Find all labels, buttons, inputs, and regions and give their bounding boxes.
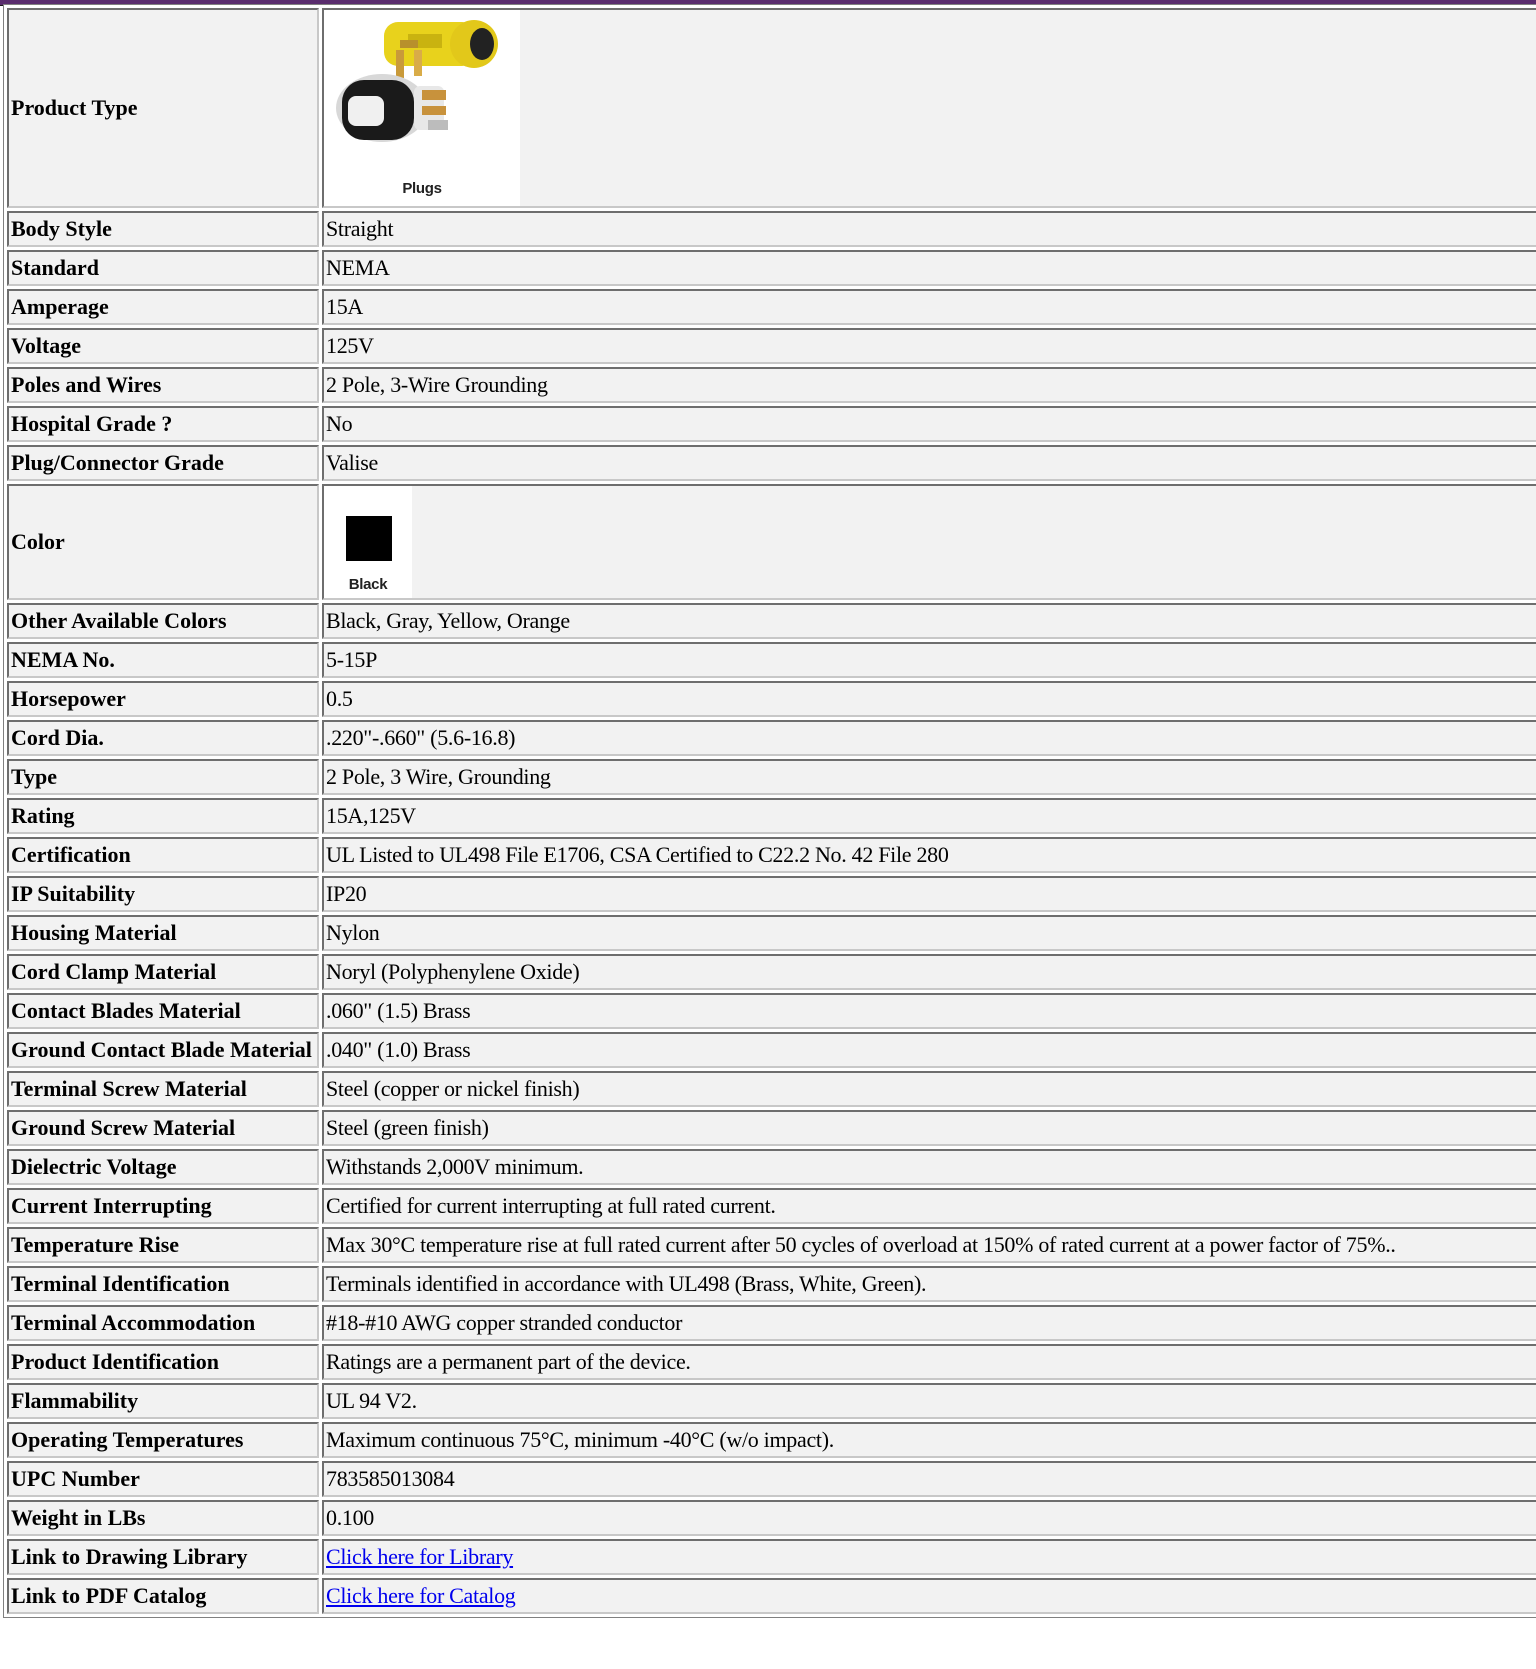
- table-row: [7, 1149, 1536, 1185]
- row-value-product-image: [322, 8, 1536, 208]
- row-label: Dielectric Voltage: [7, 1149, 319, 1185]
- row-label: Link to Drawing Library: [7, 1539, 319, 1575]
- table-row-drawing-library: [7, 1539, 1536, 1575]
- row-label: Product Type: [7, 8, 319, 208]
- table-row: [7, 445, 1536, 481]
- table-row: [7, 1305, 1536, 1341]
- row-label: Weight in LBs: [7, 1500, 319, 1536]
- plug-icon: [324, 10, 520, 180]
- table-row: [7, 837, 1536, 873]
- row-label: Product Identification: [7, 1344, 319, 1380]
- color-image: [324, 486, 412, 598]
- row-value: UL 94 V2.: [322, 1383, 1536, 1419]
- table-row: [7, 603, 1536, 639]
- row-value: No: [322, 406, 1536, 442]
- row-value: Steel (green finish): [322, 1110, 1536, 1146]
- row-label: Standard: [7, 250, 319, 286]
- row-value: Ratings are a permanent part of the device.: [322, 1344, 1536, 1380]
- table-row: [7, 954, 1536, 990]
- row-label: Body Style: [7, 211, 319, 247]
- row-label: Certification: [7, 837, 319, 873]
- row-value: Certified for current interrupting at full rated current.: [322, 1188, 1536, 1224]
- table-row: [7, 1188, 1536, 1224]
- table-row: [7, 1344, 1536, 1380]
- row-value: 15A,125V: [322, 798, 1536, 834]
- row-label: Contact Blades Material: [7, 993, 319, 1029]
- table-row: [7, 759, 1536, 795]
- table-row: [7, 798, 1536, 834]
- row-value: .040" (1.0) Brass: [322, 1032, 1536, 1068]
- row-value: Noryl (Polyphenylene Oxide): [322, 954, 1536, 990]
- row-value: NEMA: [322, 250, 1536, 286]
- row-label: Plug/Connector Grade: [7, 445, 319, 481]
- row-value: Max 30°C temperature rise at full rated current after 50 cycles of overload at 150% of rated current at a power factor of 75%..: [322, 1227, 1536, 1263]
- table-row: [7, 289, 1536, 325]
- table-row: [7, 876, 1536, 912]
- row-value: 5-15P: [322, 642, 1536, 678]
- row-value: Valise: [322, 445, 1536, 481]
- row-value: UL Listed to UL498 File E1706, CSA Certified to C22.2 No. 42 File 280: [322, 837, 1536, 873]
- row-value: Straight: [322, 211, 1536, 247]
- table-row: [7, 367, 1536, 403]
- row-label: Housing Material: [7, 915, 319, 951]
- table-row-color: [7, 484, 1536, 600]
- table-row: [7, 1110, 1536, 1146]
- row-value: Maximum continuous 75°C, minimum -40°C (w/o impact).: [322, 1422, 1536, 1458]
- table-row: [7, 1266, 1536, 1302]
- row-label: Flammability: [7, 1383, 319, 1419]
- table-row-product-type: [7, 8, 1536, 208]
- row-label: Ground Contact Blade Material: [7, 1032, 319, 1068]
- product-image-caption: Plugs: [402, 180, 442, 197]
- table-row: [7, 211, 1536, 247]
- row-label: Temperature Rise: [7, 1227, 319, 1263]
- row-label: Link to PDF Catalog: [7, 1578, 319, 1614]
- table-row: [7, 993, 1536, 1029]
- row-label: UPC Number: [7, 1461, 319, 1497]
- row-value: 0.5: [322, 681, 1536, 717]
- row-value: Withstands 2,000V minimum.: [322, 1149, 1536, 1185]
- table-row: [7, 1227, 1536, 1263]
- row-label: Current Interrupting: [7, 1188, 319, 1224]
- row-label: Terminal Screw Material: [7, 1071, 319, 1107]
- row-value: [322, 1539, 1536, 1575]
- row-value: [322, 1578, 1536, 1614]
- row-label: Operating Temperatures: [7, 1422, 319, 1458]
- specifications-table: [3, 4, 1536, 1618]
- table-row: [7, 1071, 1536, 1107]
- table-row: [7, 1032, 1536, 1068]
- drawing-library-link[interactable]: Click here for Library: [326, 1544, 514, 1569]
- row-value: Steel (copper or nickel finish): [322, 1071, 1536, 1107]
- table-row: [7, 406, 1536, 442]
- table-row: [7, 642, 1536, 678]
- row-value: 125V: [322, 328, 1536, 364]
- table-row: [7, 328, 1536, 364]
- row-value: 0.100: [322, 1500, 1536, 1536]
- row-label: Hospital Grade ?: [7, 406, 319, 442]
- row-value: 15A: [322, 289, 1536, 325]
- table-row: [7, 681, 1536, 717]
- row-label: IP Suitability: [7, 876, 319, 912]
- color-image-caption: Black: [348, 576, 388, 593]
- row-value: 2 Pole, 3 Wire, Grounding: [322, 759, 1536, 795]
- row-value: Black, Gray, Yellow, Orange: [322, 603, 1536, 639]
- row-label: Other Available Colors: [7, 603, 319, 639]
- table-row: [7, 1500, 1536, 1536]
- table-row: [7, 250, 1536, 286]
- row-value: Nylon: [322, 915, 1536, 951]
- row-label: Rating: [7, 798, 319, 834]
- row-value: 2 Pole, 3-Wire Grounding: [322, 367, 1536, 403]
- row-value: Terminals identified in accordance with UL498 (Brass, White, Green).: [322, 1266, 1536, 1302]
- table-row: [7, 1383, 1536, 1419]
- row-label: Ground Screw Material: [7, 1110, 319, 1146]
- row-label: Terminal Accommodation: [7, 1305, 319, 1341]
- row-value: .060" (1.5) Brass: [322, 993, 1536, 1029]
- row-value: .220"-.660" (5.6-16.8): [322, 720, 1536, 756]
- row-label: Cord Dia.: [7, 720, 319, 756]
- row-label: Poles and Wires: [7, 367, 319, 403]
- row-value: #18-#10 AWG copper stranded conductor: [322, 1305, 1536, 1341]
- row-label: Horsepower: [7, 681, 319, 717]
- row-value: IP20: [322, 876, 1536, 912]
- product-image: [324, 10, 520, 206]
- color-swatch: [346, 516, 392, 561]
- row-label: Cord Clamp Material: [7, 954, 319, 990]
- table-row: [7, 1461, 1536, 1497]
- row-label: Type: [7, 759, 319, 795]
- row-value: 783585013084: [322, 1461, 1536, 1497]
- pdf-catalog-link[interactable]: Click here for Catalog: [326, 1583, 516, 1608]
- table-row: [7, 720, 1536, 756]
- table-row-pdf-catalog: [7, 1578, 1536, 1614]
- row-label: NEMA No.: [7, 642, 319, 678]
- row-value-color-image: [322, 484, 1536, 600]
- row-label: Voltage: [7, 328, 319, 364]
- row-label: Color: [7, 484, 319, 600]
- row-label: Amperage: [7, 289, 319, 325]
- table-row: [7, 915, 1536, 951]
- table-row: [7, 1422, 1536, 1458]
- row-label: Terminal Identification: [7, 1266, 319, 1302]
